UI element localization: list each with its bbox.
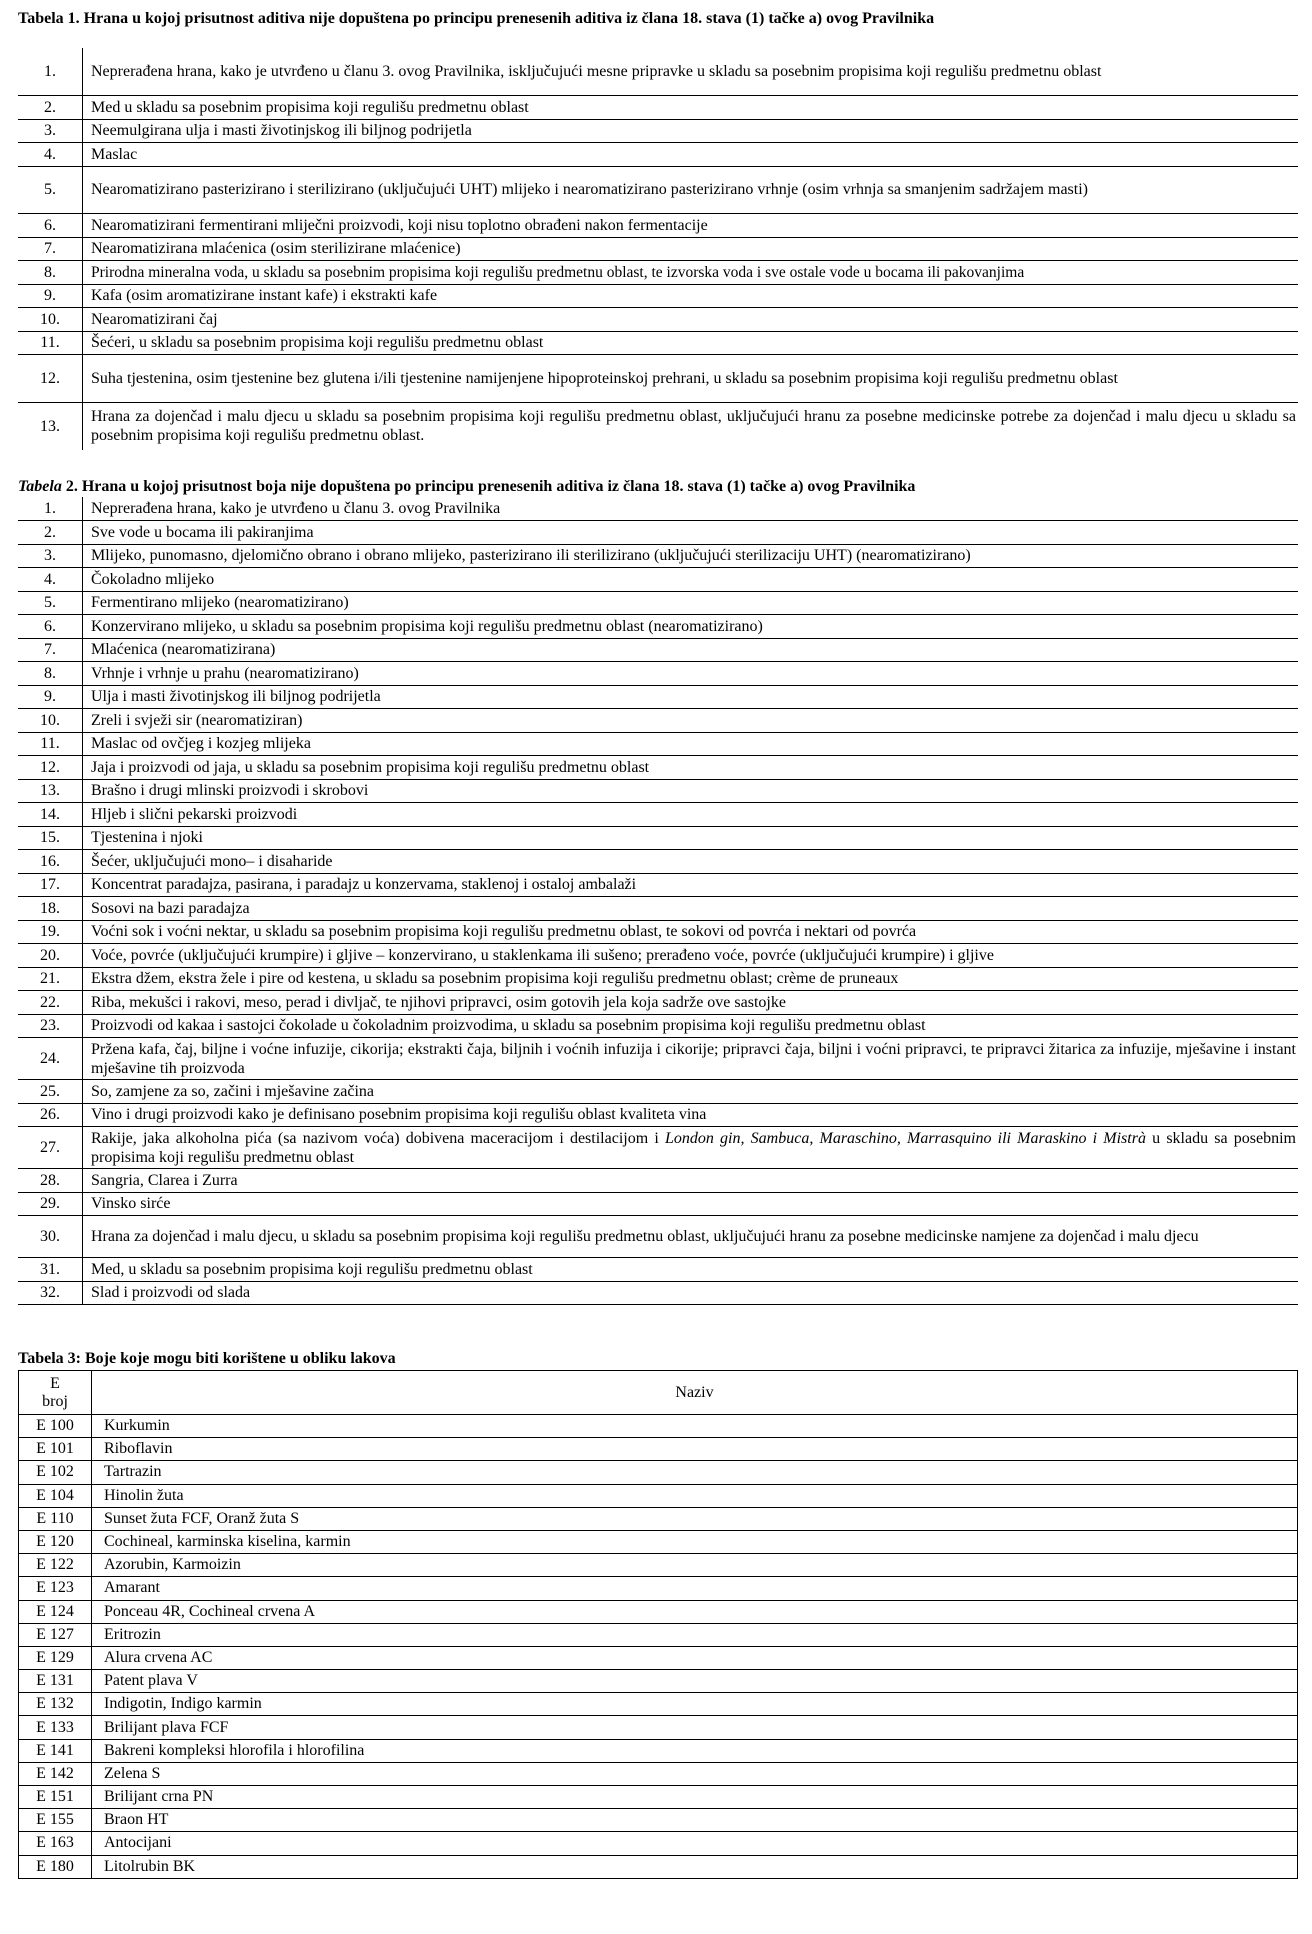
table2-caption: Tabela 2. Hrana u kojoj prisutnost boja nije dopuštena po principu prenesenih aditiva iz člana 18. stava (1) tačke a) ovog Pravilnika xyxy=(18,478,916,495)
row-text: Slad i proizvodi od slada xyxy=(83,1281,1299,1305)
table-row xyxy=(18,214,1298,238)
row-text: Šećeri, u skladu sa posebnim propisima koji regulišu predmetnu oblast xyxy=(83,331,1299,355)
row-number: 10. xyxy=(40,310,60,328)
row-text: Suha tjestenina, osim tjestenine bez glutena i/ili tjestenine namijenjene hipoproteinskoj prehrani, u skladu sa posebnim propisima koji regulišu predmetnu oblast xyxy=(83,355,1299,403)
row-text: Mlaćenica (nearomatizirana) xyxy=(83,638,1299,662)
row-number: 22. xyxy=(40,993,60,1011)
e-number: E 163 xyxy=(19,1832,92,1855)
e-number: E 102 xyxy=(19,1461,92,1484)
table-row xyxy=(18,732,1298,756)
row-number: 23. xyxy=(40,1017,60,1035)
color-name: Alura crvena AC xyxy=(92,1646,1298,1669)
table-row xyxy=(18,1281,1298,1305)
row-number: 8. xyxy=(44,664,56,682)
row-text: Pržena kafa, čaj, biljne i voćne infuzije, cikorija; ekstrakti čaja, biljnih i voćnih infuzija i cikorije; pripravci čaja, biljni i voćni pripravci, te pripravci žitarica za infuzije, mješavine i instant mješavine tih proizvoda xyxy=(83,1038,1299,1080)
table-row xyxy=(18,1216,1298,1258)
row-number: 11. xyxy=(40,735,60,753)
table-row xyxy=(19,1832,1298,1855)
row-text: Sangria, Clarea i Zurra xyxy=(83,1169,1299,1193)
table-row xyxy=(19,1739,1298,1762)
color-name: Ponceau 4R, Cochineal crvena A xyxy=(92,1600,1298,1623)
e-number: E 133 xyxy=(19,1716,92,1739)
table-row xyxy=(18,1014,1298,1038)
row-number: 11. xyxy=(40,334,60,352)
row-text: So, zamjene za so, začini i mješavine začina xyxy=(83,1080,1299,1104)
table2-container xyxy=(18,497,1298,1305)
color-name: Kurkumin xyxy=(92,1415,1298,1438)
color-name: Indigotin, Indigo karmin xyxy=(92,1693,1298,1716)
table-row xyxy=(18,638,1298,662)
row-number: 7. xyxy=(44,641,56,659)
row-text: Jaja i proizvodi od jaja, u skladu sa posebnim propisima koji regulišu predmetnu oblast xyxy=(83,756,1299,780)
row-text: Mlijeko, punomasno, djelomično obrano i obrano mlijeko, pasterizirano ili sterilizirano (uključujući sterilizaciju UHT) (nearomatizirano) xyxy=(83,544,1299,568)
row-text: Sosovi na bazi paradajza xyxy=(83,897,1299,921)
row-number: 21. xyxy=(40,970,60,988)
table-row xyxy=(18,1038,1298,1080)
table-row xyxy=(18,944,1298,968)
table-row xyxy=(18,96,1298,120)
row-text: Nearomatizirani čaj xyxy=(83,308,1299,332)
row-number: 5. xyxy=(44,181,56,199)
row-number: 28. xyxy=(40,1171,60,1189)
table-row xyxy=(18,331,1298,355)
table-header-row xyxy=(19,1371,1298,1415)
table-row xyxy=(18,756,1298,780)
row-number: 4. xyxy=(44,145,56,163)
table-row xyxy=(19,1762,1298,1785)
row-number: 5. xyxy=(44,594,56,612)
table-row xyxy=(18,1127,1298,1169)
row-number: 7. xyxy=(44,240,56,258)
column-header-name: Naziv xyxy=(92,1371,1298,1415)
row-number: 18. xyxy=(40,899,60,917)
table1-caption: Tabela 1. Hrana u kojoj prisutnost aditiva nije dopuštena po principu prenesenih aditiva iz člana 18. stava (1) tačke a) ovog Pravilnika xyxy=(18,10,935,27)
color-name: Zelena S xyxy=(92,1762,1298,1785)
e-number: E 155 xyxy=(19,1809,92,1832)
color-name: Antocijani xyxy=(92,1832,1298,1855)
row-text: Konzervirano mlijeko, u skladu sa posebnim propisima koji regulišu predmetnu oblast (nearomatizirano) xyxy=(83,615,1299,639)
row-text: Maslac xyxy=(83,143,1299,167)
table-row xyxy=(18,920,1298,944)
table-row xyxy=(19,1855,1298,1878)
row-number: 17. xyxy=(40,876,60,894)
table-row xyxy=(18,1169,1298,1193)
row-text: Nearomatizirano pasterizirano i sterilizirano (uključujući UHT) mlijeko i nearomatizirano pasterizirano vrhnje (osim vrhnja sa smanjenim sadržajem masti) xyxy=(83,166,1299,214)
row-text: Fermentirano mlijeko (nearomatizirano) xyxy=(83,591,1299,615)
table-row xyxy=(19,1716,1298,1739)
table-row xyxy=(19,1484,1298,1507)
row-number: 30. xyxy=(40,1228,60,1245)
row-number: 3. xyxy=(44,547,56,565)
table-row xyxy=(18,1192,1298,1216)
row-text: Maslac od ovčjeg i kozjeg mlijeka xyxy=(83,732,1299,756)
table1 xyxy=(18,48,1298,450)
row-text: Hrana za dojenčad i malu djecu u skladu sa posebnim propisima koji regulišu predmetnu oblast, uključujući hranu za posebne medicinske potrebe za dojenčad i malu djecu u skladu sa posebnim propisima koji regulišu predmetnu oblast. xyxy=(83,402,1299,450)
row-text: Ulja i masti životinjskog ili biljnog podrijetla xyxy=(83,685,1299,709)
row-text: Šećer, uključujući mono– i disaharide xyxy=(83,850,1299,874)
table-row xyxy=(18,615,1298,639)
table-row xyxy=(18,1080,1298,1104)
row-text: Zreli i svježi sir (nearomatiziran) xyxy=(83,709,1299,733)
color-name: Riboflavin xyxy=(92,1438,1298,1461)
row-number: 4. xyxy=(44,570,56,588)
row-text: Koncentrat paradajza, pasirana, i paradajz u konzervama, staklenoj i ostaloj ambalaži xyxy=(83,873,1299,897)
row-text: Med u skladu sa posebnim propisima koji regulišu predmetnu oblast xyxy=(83,96,1299,120)
table-row xyxy=(18,826,1298,850)
column-header-code: E broj xyxy=(19,1371,92,1415)
row-number: 1. xyxy=(44,63,56,80)
table-row xyxy=(18,237,1298,261)
row-text: Vinsko sirće xyxy=(83,1192,1299,1216)
row-text: Čokoladno mlijeko xyxy=(83,568,1299,592)
row-text: Voće, povrće (uključujući krumpire) i gljive – konzervirano, u staklenkama ili sušeno; prerađeno voće, povrće (uključujući krumpire) i gljive xyxy=(83,944,1299,968)
row-number: 16. xyxy=(40,852,60,870)
row-number: 24. xyxy=(40,1050,60,1067)
row-text: Med, u skladu sa posebnim propisima koji regulišu predmetnu oblast xyxy=(83,1258,1299,1282)
color-name: Amarant xyxy=(92,1577,1298,1600)
table-row xyxy=(19,1530,1298,1553)
e-number: E 123 xyxy=(19,1577,92,1600)
table-row xyxy=(18,166,1298,214)
row-text: Ekstra džem, ekstra žele i pire od kestena, u skladu sa posebnim propisima koji regulišu predmetnu oblast; crème de pruneaux xyxy=(83,967,1299,991)
table-row xyxy=(18,521,1298,545)
e-number: E 131 xyxy=(19,1670,92,1693)
row-text: Neemulgirana ulja i masti životinjskog ili biljnog podrijetla xyxy=(83,119,1299,143)
row-number: 12. xyxy=(40,369,60,387)
e-number: E 110 xyxy=(19,1507,92,1530)
e-number: E 122 xyxy=(19,1554,92,1577)
table-row xyxy=(18,873,1298,897)
row-number: 2. xyxy=(44,523,56,541)
row-text: Nearomatizirana mlaćenica (osim sterilizirane mlaćenice) xyxy=(83,237,1299,261)
row-number: 9. xyxy=(44,287,56,305)
table-row xyxy=(19,1507,1298,1530)
row-text: Vrhnje i vrhnje u prahu (nearomatizirano) xyxy=(83,662,1299,686)
row-number: 26. xyxy=(40,1106,60,1124)
table-row xyxy=(18,991,1298,1015)
color-name: Eritrozin xyxy=(92,1623,1298,1646)
table-row xyxy=(18,662,1298,686)
table-row xyxy=(18,1103,1298,1127)
e-number: E 129 xyxy=(19,1646,92,1669)
row-number: 27. xyxy=(40,1139,60,1156)
table-row xyxy=(18,143,1298,167)
e-number: E 132 xyxy=(19,1693,92,1716)
row-number: 20. xyxy=(40,946,60,964)
row-number: 25. xyxy=(40,1082,60,1100)
color-name: Brilijant crna PN xyxy=(92,1786,1298,1809)
row-text: Voćni sok i voćni nektar, u skladu sa posebnim propisima koji regulišu predmetnu oblast, te sokovi od povrća i nektari od povrća xyxy=(83,920,1299,944)
row-number: 12. xyxy=(40,758,60,776)
table-row xyxy=(19,1577,1298,1600)
table-row xyxy=(18,119,1298,143)
color-name: Azorubin, Karmoizin xyxy=(92,1554,1298,1577)
table-row xyxy=(19,1554,1298,1577)
e-number: E 180 xyxy=(19,1855,92,1878)
table-row xyxy=(19,1623,1298,1646)
table-row xyxy=(18,779,1298,803)
e-number: E 100 xyxy=(19,1415,92,1438)
row-text: Brašno i drugi mlinski proizvodi i skrobovi xyxy=(83,779,1299,803)
row-text: Prirodna mineralna voda, u skladu sa posebnim propisima koji regulišu predmetnu oblast, te izvorska voda i sve ostale vode u bocama ili pakovanjima xyxy=(83,261,1299,285)
table-row xyxy=(18,568,1298,592)
table-row xyxy=(19,1693,1298,1716)
e-number: E 151 xyxy=(19,1786,92,1809)
table-row xyxy=(18,308,1298,332)
row-number: 1. xyxy=(44,500,56,517)
color-name: Cochineal, karminska kiselina, karmin xyxy=(92,1530,1298,1553)
e-number: E 101 xyxy=(19,1438,92,1461)
row-number: 19. xyxy=(40,923,60,941)
color-name: Bakreni kompleksi hlorofila i hlorofilina xyxy=(92,1739,1298,1762)
table3-caption: Tabela 3: Boje koje mogu biti korištene u obliku lakova xyxy=(18,1350,396,1367)
table-row xyxy=(19,1646,1298,1669)
table3-container xyxy=(18,1370,1298,1879)
table-row xyxy=(19,1415,1298,1438)
table-row xyxy=(18,1258,1298,1282)
table-row xyxy=(18,897,1298,921)
table2 xyxy=(18,497,1298,1305)
table-row xyxy=(18,402,1298,450)
row-text: Vino i drugi proizvodi kako je definisano posebnim propisima koji regulišu oblast kvaliteta vina xyxy=(83,1103,1299,1127)
color-name: Patent plava V xyxy=(92,1670,1298,1693)
row-number: 6. xyxy=(44,216,56,234)
e-number: E 141 xyxy=(19,1739,92,1762)
row-number: 32. xyxy=(40,1284,60,1302)
table-row xyxy=(19,1461,1298,1484)
table-row xyxy=(18,284,1298,308)
row-number: 13. xyxy=(40,782,60,800)
row-number: 13. xyxy=(40,417,60,435)
row-text: Kafa (osim aromatizirane instant kafe) i ekstrakti kafe xyxy=(83,284,1299,308)
table-row xyxy=(18,261,1298,285)
color-name: Hinolin žuta xyxy=(92,1484,1298,1507)
e-number: E 124 xyxy=(19,1600,92,1623)
table-row xyxy=(18,685,1298,709)
e-number: E 142 xyxy=(19,1762,92,1785)
row-number: 2. xyxy=(44,98,56,116)
row-number: 15. xyxy=(40,829,60,847)
table-row xyxy=(18,544,1298,568)
table-row xyxy=(18,48,1298,96)
row-number: 10. xyxy=(40,711,60,729)
table-row xyxy=(19,1438,1298,1461)
row-text: Riba, mekušci i rakovi, meso, perad i divljač, te njihovi pripravci, osim gotovih jela koja sadrže ove sastojke xyxy=(83,991,1299,1015)
table-row xyxy=(18,355,1298,403)
table-row xyxy=(18,591,1298,615)
table1-container xyxy=(18,48,1298,450)
color-name: Braon HT xyxy=(92,1809,1298,1832)
table-row xyxy=(19,1600,1298,1623)
row-text: Tjestenina i njoki xyxy=(83,826,1299,850)
color-name: Litolrubin BK xyxy=(92,1855,1298,1878)
table-row xyxy=(18,497,1298,521)
table-row xyxy=(19,1786,1298,1809)
row-text: Neprerađena hrana, kako je utvrđeno u članu 3. ovog Pravilnika, isključujući mesne pripravke u skladu sa posebnim propisima koji regulišu predmetnu oblast xyxy=(83,48,1299,96)
row-number: 29. xyxy=(40,1195,60,1213)
color-name: Sunset žuta FCF, Oranž žuta S xyxy=(92,1507,1298,1530)
row-number: 31. xyxy=(40,1260,60,1278)
table-row xyxy=(18,850,1298,874)
table-row xyxy=(18,709,1298,733)
color-name: Tartrazin xyxy=(92,1461,1298,1484)
e-number: E 127 xyxy=(19,1623,92,1646)
table-row xyxy=(19,1809,1298,1832)
row-number: 9. xyxy=(44,688,56,706)
table-row xyxy=(18,967,1298,991)
table-row xyxy=(19,1670,1298,1693)
row-text: Rakije, jaka alkoholna pića (sa nazivom voća) dobivena maceracijom i destilacijom i London gin, Sambuca, Maraschino, Marrasquino ili Maraskino i Mistrà u skladu sa posebnim propisima koji regulišu predmetnu oblast xyxy=(83,1127,1299,1169)
row-text: Sve vode u bocama ili pakiranjima xyxy=(83,521,1299,545)
row-text: Hrana za dojenčad i malu djecu, u skladu sa posebnim propisima koji regulišu predmetnu oblast, uključujući hranu za posebne medicinske namjene za dojenčad i malu djecu xyxy=(83,1216,1299,1258)
row-text: Proizvodi od kakaa i sastojci čokolade u čokoladnim proizvodima, u skladu sa posebnim propisima koji regulišu predmetnu oblast xyxy=(83,1014,1299,1038)
e-number: E 120 xyxy=(19,1530,92,1553)
row-number: 3. xyxy=(44,122,56,140)
row-text: Hljeb i slični pekarski proizvodi xyxy=(83,803,1299,827)
row-number: 14. xyxy=(40,805,60,823)
e-number: E 104 xyxy=(19,1484,92,1507)
row-text: Nearomatizirani fermentirani mliječni proizvodi, koji nisu toplotno obrađeni nakon fermentacije xyxy=(83,214,1299,238)
table-row xyxy=(18,803,1298,827)
row-text: Neprerađena hrana, kako je utvrđeno u članu 3. ovog Pravilnika xyxy=(83,497,1299,521)
row-number: 6. xyxy=(44,617,56,635)
table3 xyxy=(18,1370,1298,1879)
color-name: Brilijant plava FCF xyxy=(92,1716,1298,1739)
row-number: 8. xyxy=(44,263,56,281)
